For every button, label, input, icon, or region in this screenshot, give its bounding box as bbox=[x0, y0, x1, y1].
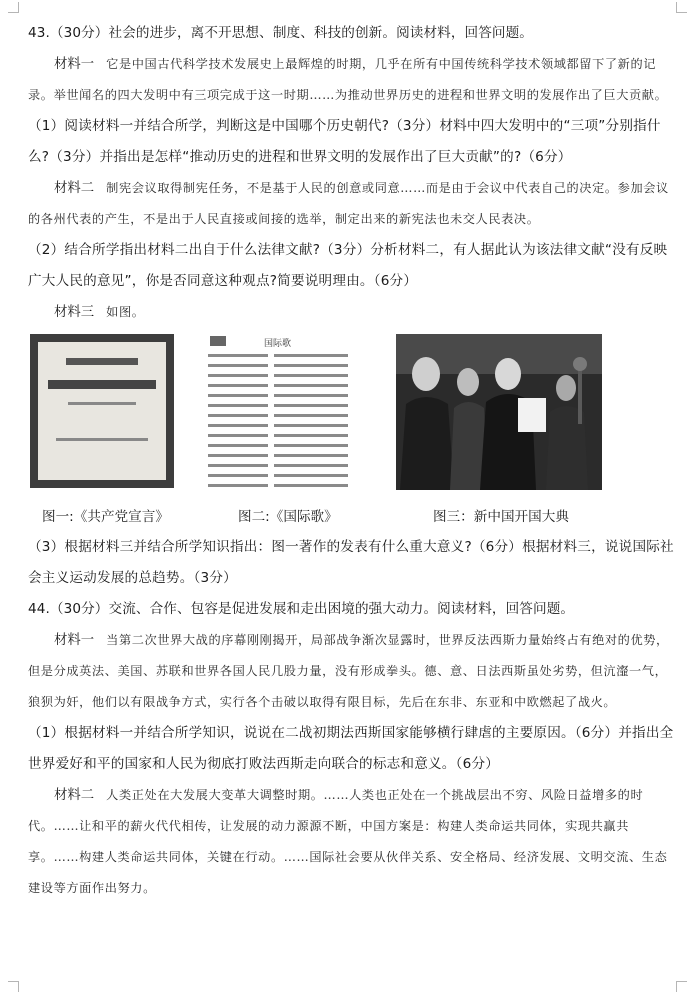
caption-figure-1: 图一:《共产党宣言》 bbox=[42, 509, 169, 525]
material-label: 材料一 bbox=[54, 633, 95, 648]
material-label: 材料三 bbox=[54, 305, 95, 320]
question-44-heading: 44.（30分）交流、合作、包容是促进发展和走出困境的强大动力。阅读材料，回答问题。 bbox=[28, 601, 575, 617]
q43-material-3 bbox=[28, 297, 680, 328]
founding-ceremony-photo bbox=[396, 334, 602, 490]
material-label: 材料二 bbox=[54, 181, 95, 196]
material-text: 当第二次世界大战的序幕刚刚揭开，局部战争渐次显露时，世界反法西斯力量始终占有绝对的优势，但是分成英法、美国、苏联和世界各国人民几股力量，没有形成拳头。德、意、日法西斯虽处劣势，但沆瀣一气，狼狈为奸，他们以有限战争方式，实行各个击破以取得有限目标，先后在东非、东亚和中欧燃起了战火。 bbox=[28, 633, 669, 709]
figure-captions bbox=[28, 502, 680, 532]
corner-mark bbox=[8, 981, 19, 992]
material-label: 材料一 bbox=[54, 57, 95, 72]
score-title: 国际歌 bbox=[264, 339, 292, 349]
q43-material-1 bbox=[28, 49, 680, 111]
q44-subquestion-1: （1）根据材料一并结合所学知识，说说在二战初期法西斯国家能够横行肆虐的主要原因。（6分）并指出全世界爱好和平的国家和人民为彻底打败法西斯走向联合的标志和意义。（6分） bbox=[28, 725, 674, 772]
q44-material-1 bbox=[28, 625, 680, 718]
caption-figure-2: 图二:《国际歌》 bbox=[238, 509, 338, 525]
material-text: 它是中国古代科学技术发展史上最辉煌的时期，几乎在所有中国传统科学技术领域都留下了新的记录。举世闻名的四大发明中有三项完成于这一时期……为推动世界历史的进程和世界文明的发展作出了巨大贡献。 bbox=[28, 57, 668, 102]
figure-row bbox=[28, 334, 680, 504]
corner-mark bbox=[676, 2, 687, 13]
material-text: 制宪会议取得制宪任务，不是基于人民的创意或同意……而是由于会议中代表自己的决定。参加会议的各州代表的产生，不是出于人民直接或间接的选举，制定出来的新宪法也未交人民表决。 bbox=[28, 181, 669, 226]
q44-material-2 bbox=[28, 780, 680, 904]
q43-subquestion-2: （2）结合所学指出材料二出自于什么法律文献?（3分）分析材料二，有人据此认为该法律文献“没有反映广大人民的意见”，你是否同意这种观点?简要说明理由。（6分） bbox=[28, 242, 668, 289]
material-text: 如图。 bbox=[106, 305, 145, 319]
internationale-score-image bbox=[206, 334, 356, 494]
corner-mark bbox=[676, 981, 687, 992]
question-43-heading: 43.（30分）社会的进步，离不开思想、制度、科技的创新。阅读材料，回答问题。 bbox=[28, 25, 534, 41]
exam-page bbox=[28, 18, 680, 904]
q43-material-2 bbox=[28, 173, 680, 235]
corner-mark bbox=[8, 2, 19, 13]
material-label: 材料二 bbox=[54, 788, 95, 803]
manifesto-cover-image bbox=[30, 334, 174, 488]
caption-figure-3: 图三：新中国开国大典 bbox=[433, 509, 569, 525]
q43-subquestion-1: （1）阅读材料一并结合所学，判断这是中国哪个历史朝代?（3分）材料中四大发明中的“三项”分别指什么?（3分）并指出是怎样“推动历史的进程和世界文明的发展作出了巨大贡献”的?（6分） bbox=[28, 118, 661, 165]
q43-subquestion-3: （3）根据材料三并结合所学知识指出：图一著作的发表有什么重大意义?（6分）根据材料三，说说国际社会主义运动发展的总趋势。（3分） bbox=[28, 539, 674, 586]
material-text: 人类正处在大发展大变革大调整时期。……人类也正处在一个挑战层出不穷、风险日益增多的时代。……让和平的薪火代代相传，让发展的动力源源不断，中国方案是：构建人类命运共同体，实现共赢共享。……构建人类命运共同体，关键在行动。……国际社会要从伙伴关系、安全格局、经济发展、文明交流、生态建设等方面作出努力。 bbox=[28, 788, 668, 895]
